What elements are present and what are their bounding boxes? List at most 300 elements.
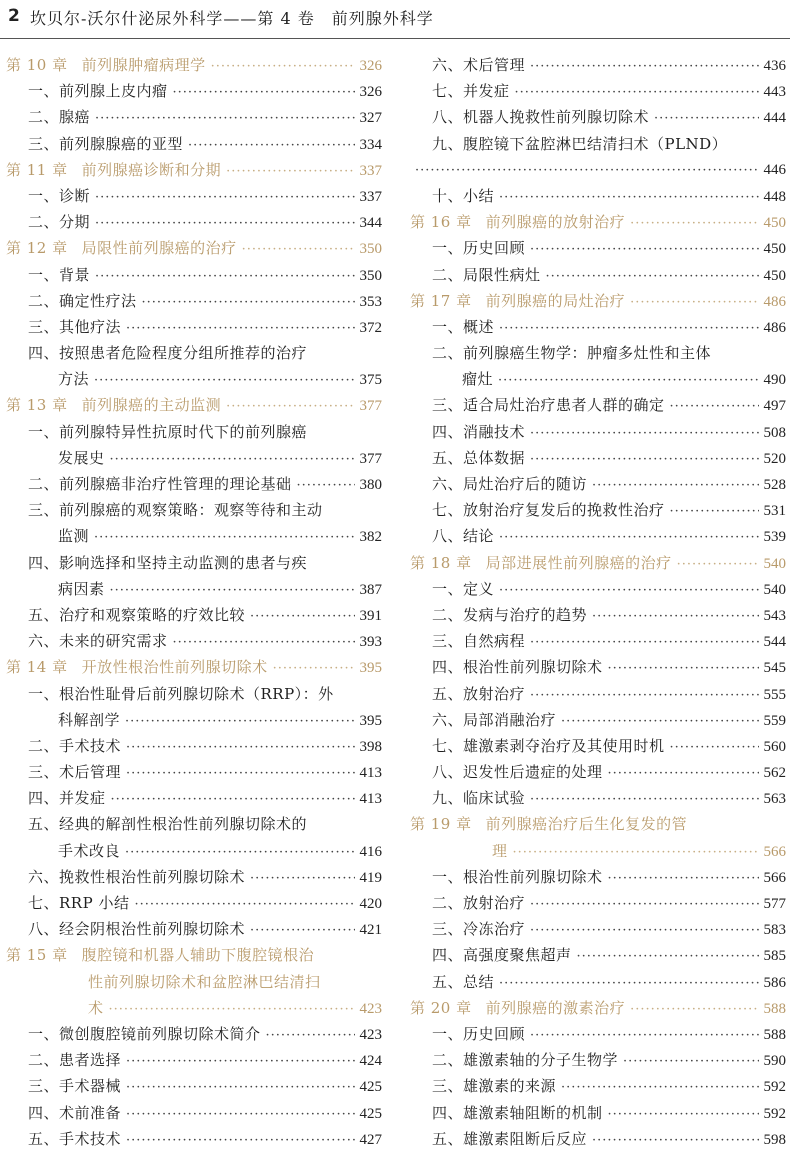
toc-entry-row[interactable] (6, 340, 382, 366)
entry-text: 术 (88, 998, 104, 1017)
toc-entry-row[interactable] (6, 288, 382, 314)
entry-title (432, 392, 665, 418)
entry-text: 四、消融技术 (432, 422, 526, 441)
page-ref: 539 (763, 529, 786, 546)
entry-text: 八、迟发性后遗症的处理 (432, 763, 603, 782)
page-ref: 560 (763, 738, 786, 755)
leader-dots (110, 447, 355, 471)
entry-title (28, 733, 121, 759)
entry-title (432, 471, 587, 497)
chapter-title (6, 942, 314, 968)
entry-text: 一、背景 (28, 265, 91, 284)
toc-entry-row[interactable] (410, 942, 786, 968)
page-ref: 559 (763, 712, 786, 729)
entry-title (432, 314, 494, 340)
entry-title (432, 1100, 603, 1126)
entry-text: 前列腺癌的主动监测 (81, 396, 222, 415)
leader-dots (226, 394, 354, 418)
toc-chapter-row[interactable] (6, 969, 382, 995)
leader-dots (530, 918, 758, 942)
toc-entry-row[interactable] (6, 785, 382, 811)
chapter-number: 第 12 章 (6, 239, 68, 258)
toc-entry-row[interactable] (410, 497, 786, 523)
toc-entry-row[interactable] (6, 733, 382, 759)
leader-dots (530, 683, 758, 707)
entry-text: 四、高强度聚焦超声 (432, 946, 572, 965)
page-ref: 563 (763, 791, 786, 808)
leader-dots (592, 604, 758, 628)
toc-entry-row[interactable] (410, 681, 786, 707)
entry-text: 二、放射治疗 (432, 894, 526, 912)
leader-dots (530, 892, 758, 916)
entry-text: 一、前列腺特异性抗原时代下的前列腺癌 (28, 422, 308, 441)
leader-dots (297, 473, 355, 497)
toc-chapter-row[interactable] (6, 157, 382, 183)
chapter-number: 第 18 章 (410, 553, 472, 572)
chapter-title (410, 288, 625, 314)
entry-text: 三、术后管理 (28, 763, 122, 782)
toc-entry-row[interactable] (410, 707, 786, 733)
toc-entry-row[interactable] (6, 497, 382, 523)
leader-dots (95, 264, 354, 288)
toc-entry-row[interactable] (410, 864, 786, 890)
toc-entry-row[interactable] (6, 104, 382, 130)
leader-dots (608, 1102, 759, 1126)
toc-entry-row[interactable] (410, 392, 786, 418)
leader-dots (530, 447, 758, 471)
leader-dots (134, 892, 354, 916)
entry-text: 瘤灶 (462, 370, 494, 389)
toc-entry-row[interactable] (410, 262, 786, 288)
toc-entry-row[interactable] (410, 235, 786, 261)
entry-text: 六、未来的研究需求 (28, 632, 168, 651)
toc-entry-row[interactable] (6, 78, 382, 104)
chapter-number: 第 16 章 (410, 213, 472, 232)
leader-dots (530, 421, 758, 445)
entry-text: 二、患者选择 (28, 1051, 122, 1070)
leader-dots (499, 971, 758, 995)
entry-text: 九、腹腔镜下盆腔淋巴结清扫术（PLND） (432, 134, 728, 153)
entry-text: 四、并发症 (28, 789, 106, 808)
entry-text: 一、历史回顾 (432, 1024, 526, 1043)
entry-title (432, 419, 525, 445)
entry-title (28, 340, 307, 366)
toc-entry-row[interactable] (410, 157, 786, 183)
entry-text: 四、影响选择和坚持主动监测的患者与疾 (28, 553, 308, 572)
leader-dots (415, 158, 759, 183)
entry-text: 二、腺癌 (28, 108, 91, 127)
toc-entry-row[interactable] (6, 366, 382, 392)
toc-chapter-row[interactable] (410, 288, 786, 314)
leader-dots (250, 604, 354, 628)
page-ref: 425 (359, 1105, 382, 1122)
entry-title (432, 1021, 525, 1047)
toc-entry-row[interactable] (410, 1126, 786, 1152)
toc-chapter-row[interactable] (6, 52, 382, 78)
page-ref: 413 (359, 791, 382, 808)
entry-title (432, 445, 525, 471)
toc-entry-row[interactable] (410, 1073, 786, 1099)
toc-chapter-row[interactable] (6, 942, 382, 968)
entry-title (432, 864, 603, 890)
entry-title (58, 576, 105, 602)
entry-title (432, 969, 494, 995)
entry-title (58, 707, 120, 733)
chapter-title (6, 392, 221, 418)
page-ref: 387 (359, 581, 382, 598)
leader-dots (499, 525, 758, 549)
chapter-number: 第 19 章 (410, 815, 472, 834)
chapter-title (410, 811, 687, 837)
chapter-number: 第 11 章 (6, 160, 68, 179)
entry-text: 一、历史回顾 (432, 239, 526, 258)
toc-entry-row[interactable] (6, 209, 382, 235)
toc-entry-row[interactable] (410, 314, 786, 340)
entry-text: 七、雄激素剥夺治疗及其使用时机 (432, 736, 665, 755)
leader-dots (111, 787, 355, 811)
toc-entry-row[interactable] (410, 576, 786, 602)
toc-right-column (410, 52, 786, 1152)
entry-title (432, 131, 727, 157)
page-ref: 419 (359, 869, 382, 886)
toc-chapter-row[interactable] (6, 654, 382, 680)
entry-text: 一、微创腹腔镜前列腺切除术简介 (28, 1024, 261, 1043)
entry-text: 五、经典的解剖性根治性前列腺切除术的 (28, 815, 308, 834)
toc-entry-row[interactable] (6, 707, 382, 733)
page-ref: 528 (763, 477, 786, 493)
leader-dots (126, 761, 354, 785)
entry-title (28, 1047, 121, 1073)
toc-chapter-row[interactable] (410, 838, 786, 864)
toc-entry-row[interactable] (410, 183, 786, 209)
leader-dots (273, 656, 355, 680)
toc-entry-row[interactable] (410, 419, 786, 445)
entry-title (28, 602, 245, 628)
page-ref: 486 (763, 293, 786, 310)
entry-text: 手术改良 (58, 841, 121, 860)
toc-entry-row[interactable] (410, 785, 786, 811)
toc-entry-row[interactable] (6, 811, 382, 837)
toc-entry-row[interactable] (6, 419, 382, 445)
toc-chapter-row[interactable] (6, 235, 382, 261)
toc-chapter-row[interactable] (410, 995, 786, 1021)
entry-title (432, 340, 711, 366)
toc-chapter-row[interactable] (410, 550, 786, 576)
toc-entry-row[interactable] (410, 759, 786, 785)
entry-text: 三、冷冻治疗 (432, 920, 526, 939)
toc-entry-row[interactable] (6, 1021, 382, 1047)
entry-title (58, 366, 89, 392)
leader-dots (126, 316, 354, 340)
toc-entry-row[interactable] (6, 628, 382, 654)
page-ref: 420 (359, 896, 382, 912)
toc-entry-row[interactable] (410, 1047, 786, 1073)
leader-dots (126, 1049, 354, 1073)
page-ref: 377 (359, 398, 382, 415)
entry-title (432, 576, 494, 602)
leader-dots (630, 997, 758, 1021)
page-ref: 497 (763, 398, 786, 415)
chapter-title (410, 550, 672, 576)
entry-text: 四、雄激素轴阻断的机制 (432, 1103, 603, 1122)
entry-title (28, 183, 90, 209)
toc-chapter-row[interactable] (410, 811, 786, 837)
toc-chapter-row[interactable] (6, 392, 382, 418)
page-ref: 423 (359, 1000, 382, 1017)
running-title: 坎贝尔-沃尔什泌尿外科学——第 4 卷 前列腺外科学 (30, 9, 434, 28)
entry-text: 四、术前准备 (28, 1103, 122, 1122)
entry-text: 四、根治性前列腺切除术 (432, 658, 603, 677)
leader-dots (561, 709, 758, 733)
entry-text: 一、前列腺上皮内瘤 (28, 82, 168, 101)
chapter-number: 第 17 章 (410, 291, 472, 310)
entry-text: 二、确定性疗法 (28, 291, 137, 310)
entry-title (28, 314, 121, 340)
entry-title (28, 78, 168, 104)
entry-text: 一、概述 (432, 317, 495, 336)
page-ref: 353 (359, 293, 382, 310)
toc-entry-row[interactable] (410, 1100, 786, 1126)
page-header (0, 0, 790, 42)
toc-entry-row[interactable] (410, 445, 786, 471)
entry-text: 三、前列腺腺癌的亚型 (28, 134, 184, 153)
entry-text: 二、局限性病灶 (432, 265, 541, 284)
entry-title (432, 52, 525, 78)
toc-entry-row[interactable] (6, 183, 382, 209)
chapter-title (492, 838, 508, 864)
chapter-title (6, 235, 237, 261)
entry-title (462, 366, 493, 392)
leader-dots (630, 290, 758, 314)
page-ref: 350 (359, 241, 382, 258)
leader-dots (515, 80, 759, 104)
chapter-title (88, 995, 104, 1021)
toc-entry-row[interactable] (6, 131, 382, 157)
toc-entry-row[interactable] (410, 523, 786, 549)
page-ref: 566 (763, 843, 786, 860)
leader-dots (592, 473, 758, 497)
page-ref: 520 (763, 450, 786, 467)
toc-entry-row[interactable] (410, 602, 786, 628)
page-ref: 395 (359, 660, 382, 677)
entry-title (432, 497, 665, 523)
entry-text: 七、RRP 小结 (28, 894, 130, 912)
entry-title (432, 654, 603, 680)
entry-text: 九、临床试验 (432, 789, 526, 808)
toc-entry-row[interactable] (6, 890, 382, 916)
entry-text: 发展史 (58, 448, 105, 467)
toc-chapter-row[interactable] (410, 209, 786, 235)
entry-title (432, 602, 587, 628)
page-ref: 380 (359, 477, 382, 493)
entry-text: 前列腺癌的局灶治疗 (485, 291, 626, 310)
entry-title (28, 1100, 121, 1126)
leader-dots (608, 866, 759, 890)
page-ref: 585 (763, 948, 786, 965)
entry-text: 十、小结 (432, 186, 495, 205)
entry-title (28, 131, 183, 157)
page-ref: 427 (359, 1131, 382, 1148)
leader-dots (577, 944, 759, 968)
leader-dots (110, 578, 355, 602)
entry-title (28, 916, 245, 942)
entry-text: 三、其他疗法 (28, 317, 122, 336)
entry-title (28, 1073, 121, 1099)
toc-entry-row[interactable] (6, 523, 382, 549)
entry-text: 前列腺癌治疗后生化复发的管 (485, 815, 688, 834)
entry-text: 六、术后管理 (432, 56, 526, 74)
leader-dots (95, 211, 354, 235)
entry-text: 前列腺癌的放射治疗 (485, 213, 626, 232)
toc-entry-row[interactable] (410, 471, 786, 497)
entry-text: 五、放射治疗 (432, 684, 526, 703)
entry-title (432, 628, 525, 654)
entry-title (28, 209, 90, 235)
leader-dots (125, 840, 354, 864)
toc-entry-row[interactable] (410, 366, 786, 392)
leader-dots (95, 106, 354, 130)
page-ref: 337 (359, 188, 382, 205)
toc-entry-row[interactable] (6, 838, 382, 864)
toc-entry-row[interactable] (410, 1021, 786, 1047)
entry-title (432, 104, 649, 130)
toc-entry-row[interactable] (410, 52, 786, 78)
page-ref: 588 (763, 1000, 786, 1017)
toc-entry-row[interactable] (410, 340, 786, 366)
leader-dots (630, 211, 758, 235)
toc-entry-row[interactable] (6, 471, 382, 497)
entry-title (28, 890, 129, 916)
page-ref: 344 (359, 215, 382, 232)
page-ref: 416 (359, 843, 382, 860)
toc-entry-row[interactable] (6, 445, 382, 471)
page-ref: 490 (763, 372, 786, 389)
toc-entry-row[interactable] (410, 78, 786, 104)
entry-text: 前列腺癌诊断和分期 (81, 160, 222, 179)
page-ref: 598 (763, 1131, 786, 1148)
entry-title (58, 838, 120, 864)
page-ref: 540 (763, 581, 786, 598)
toc-entry-row[interactable] (6, 314, 382, 340)
entry-text: 二、手术技术 (28, 736, 122, 755)
leader-dots (499, 185, 758, 209)
entry-title (432, 733, 665, 759)
toc-chapter-row[interactable] (6, 995, 382, 1021)
entry-text: 二、发病与治疗的趋势 (432, 605, 588, 624)
toc-entry-row[interactable] (6, 262, 382, 288)
toc-entry-row[interactable] (6, 759, 382, 785)
leader-dots (126, 1128, 354, 1152)
entry-text: 一、根治性前列腺切除术 (432, 867, 603, 886)
page-ref: 337 (359, 162, 382, 179)
leader-dots (188, 133, 354, 157)
page-ref: 350 (359, 267, 382, 284)
entry-title (28, 419, 307, 445)
entry-text: 四、按照患者危险程度分组所推荐的治疗 (28, 344, 308, 363)
entry-title (432, 78, 510, 104)
page-ref: 413 (359, 765, 382, 782)
page-ref: 586 (763, 974, 786, 991)
toc-entry-row[interactable] (6, 1100, 382, 1126)
entry-title (28, 550, 307, 576)
page-ref: 450 (763, 241, 786, 258)
page-ref: 398 (359, 738, 382, 755)
entry-title (28, 628, 168, 654)
leader-dots (561, 1075, 758, 1099)
toc-entry-row[interactable] (410, 969, 786, 995)
entry-title (28, 497, 323, 523)
toc-entry-row[interactable] (6, 576, 382, 602)
entry-text: 五、总体数据 (432, 448, 526, 467)
leader-dots (95, 185, 354, 209)
entry-title (432, 1073, 556, 1099)
page-ref: 450 (763, 267, 786, 284)
page-ref: 326 (359, 58, 382, 74)
toc-entry-row[interactable] (6, 916, 382, 942)
page-ref: 436 (763, 58, 786, 74)
entry-text: 八、结论 (432, 527, 495, 546)
leader-dots (94, 525, 354, 549)
page-ref: 425 (359, 1079, 382, 1096)
entry-text: 七、放射治疗复发后的挽救性治疗 (432, 501, 665, 520)
leader-dots (670, 394, 759, 418)
entry-text: 六、挽救性根治性前列腺切除术 (28, 867, 246, 886)
toc-entry-row[interactable] (410, 628, 786, 654)
toc-entry-row[interactable] (6, 1073, 382, 1099)
entry-title (432, 942, 572, 968)
toc-entry-row[interactable] (6, 1126, 382, 1152)
leader-dots (211, 54, 355, 78)
toc-entry-row[interactable] (6, 602, 382, 628)
chapter-number: 第 10 章 (6, 56, 68, 74)
entry-title (28, 864, 245, 890)
toc-entry-row[interactable] (410, 890, 786, 916)
toc-entry-row[interactable] (410, 916, 786, 942)
leader-dots (530, 1023, 758, 1047)
entry-title (432, 183, 494, 209)
leader-dots (173, 80, 355, 104)
entry-title (28, 262, 90, 288)
leader-dots (499, 578, 758, 602)
toc-entry-row[interactable] (6, 1047, 382, 1073)
entry-text: 开放性根治性前列腺切除术 (81, 658, 268, 677)
toc-entry-row[interactable] (410, 733, 786, 759)
leader-dots (670, 735, 759, 759)
page-ref: 444 (763, 110, 786, 127)
chapter-number: 第 20 章 (410, 998, 472, 1017)
page-ref: 592 (763, 1079, 786, 1096)
header-rule (0, 38, 790, 39)
page-ref: 421 (359, 922, 382, 939)
entry-title (432, 523, 494, 549)
toc-entry-row[interactable] (410, 104, 786, 130)
leader-dots (94, 368, 354, 392)
page-ref: 424 (359, 1053, 382, 1070)
entry-text: 一、根治性耻骨后前列腺切除术（RRP）：外 (28, 684, 334, 703)
toc-entry-row[interactable] (6, 864, 382, 890)
page-ref: 446 (763, 161, 786, 178)
toc-entry-row[interactable] (6, 550, 382, 576)
toc-entry-row[interactable] (410, 131, 786, 157)
leader-dots (677, 552, 759, 576)
toc-entry-row[interactable] (410, 654, 786, 680)
entry-text: 二、前列腺癌生物学：肿瘤多灶性和主体 (432, 344, 712, 363)
toc-entry-row[interactable] (6, 681, 382, 707)
entry-title (58, 523, 89, 549)
entry-title (58, 445, 105, 471)
page-ref: 590 (763, 1053, 786, 1070)
entry-text: 八、机器人挽救性前列腺切除术 (432, 108, 650, 127)
